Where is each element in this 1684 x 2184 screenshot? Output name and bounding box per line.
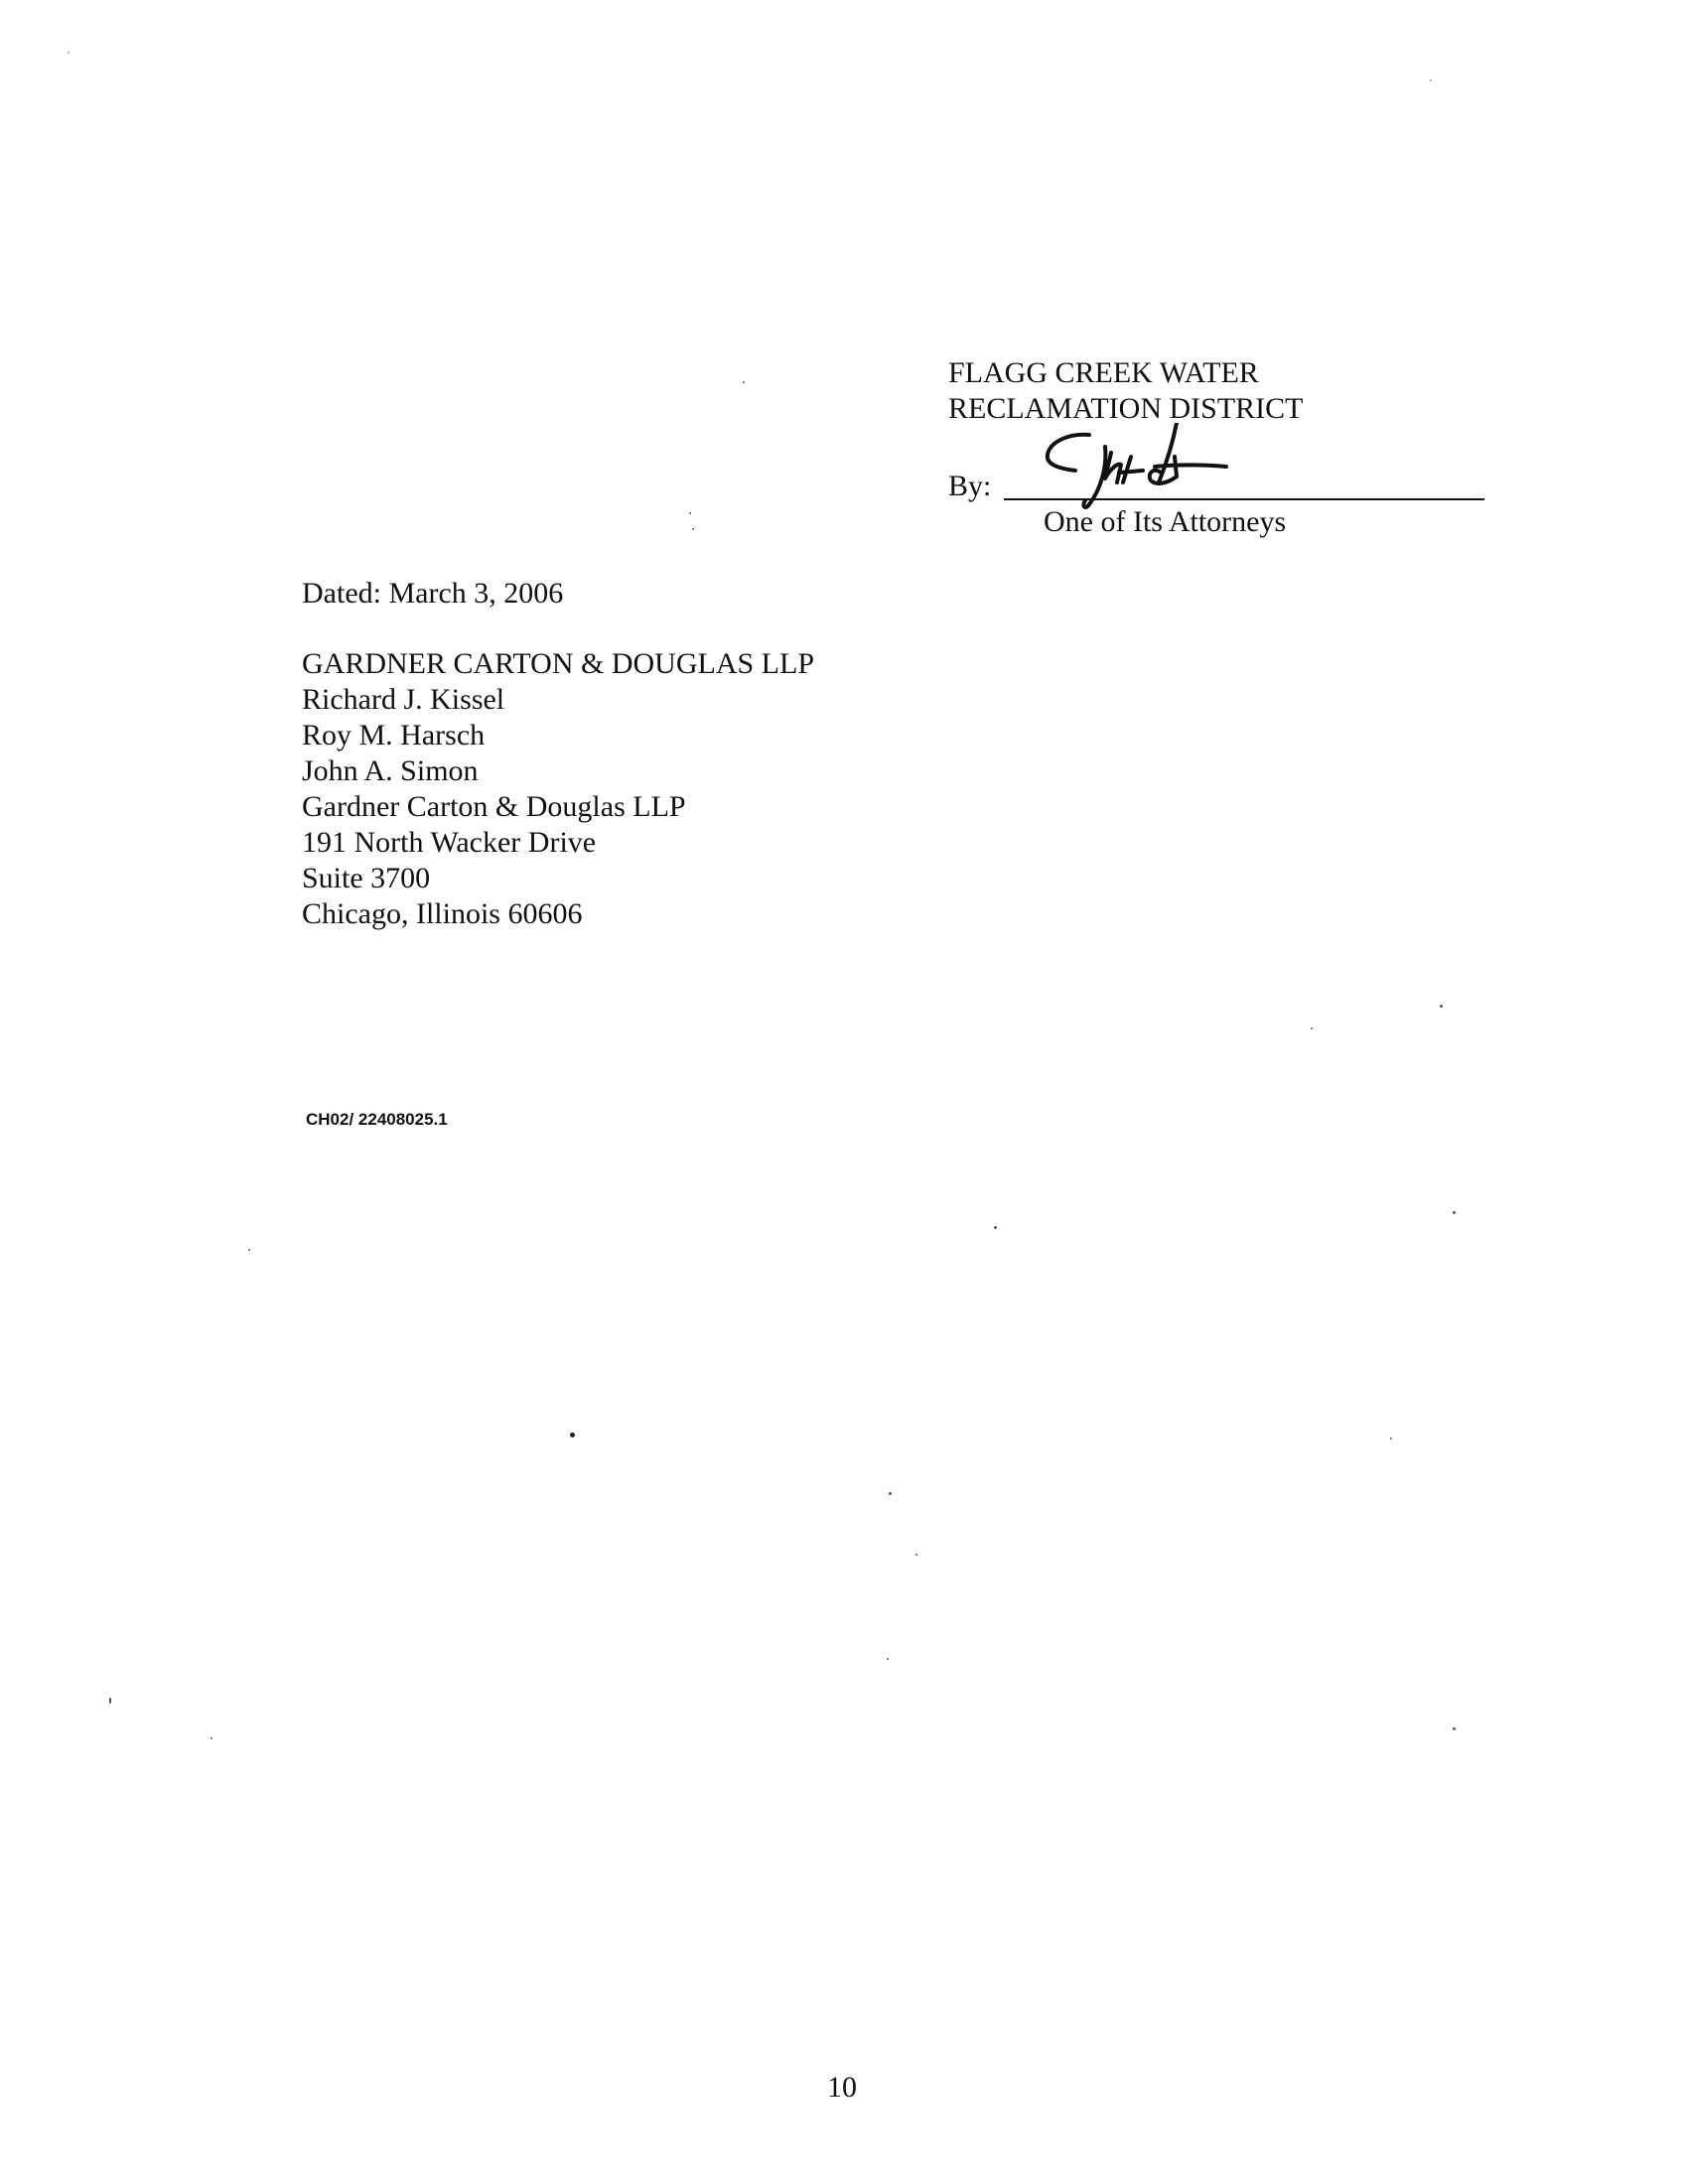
firm-name: GARDNER CARTON & DOUGLAS LLP xyxy=(302,647,815,680)
firm-name-line: Gardner Carton & Douglas LLP xyxy=(302,790,686,823)
suite-line: Suite 3700 xyxy=(302,862,431,894)
attorney-name: Roy M. Harsch xyxy=(302,719,486,751)
scan-speck xyxy=(109,1698,111,1704)
scan-speck xyxy=(994,1226,997,1229)
document-id: CH02/ 22408025.1 xyxy=(306,1110,448,1129)
city-state-zip: Chicago, Illinois 60606 xyxy=(302,897,583,930)
page-number: 10 xyxy=(827,2071,857,2104)
scan-speck xyxy=(210,1737,212,1739)
scan-speck xyxy=(915,1554,917,1556)
signatory-party xyxy=(948,355,1304,427)
scan-speck xyxy=(1311,1027,1313,1029)
scan-speck xyxy=(1453,1211,1456,1214)
scan-speck xyxy=(1440,1005,1443,1008)
scan-speck xyxy=(68,52,70,54)
scan-speck xyxy=(1390,1437,1392,1439)
by-label: By: xyxy=(948,470,992,502)
scan-speck xyxy=(248,1249,250,1251)
scan-speck xyxy=(1453,1727,1456,1730)
party-line: RECLAMATION DISTRICT xyxy=(948,392,1304,425)
law-firm-address-block xyxy=(302,646,814,932)
attorney-name: John A. Simon xyxy=(302,754,479,787)
attorney-name: Richard J. Kissel xyxy=(302,683,505,716)
scan-speck xyxy=(692,528,694,530)
party-line: FLAGG CREEK WATER xyxy=(948,356,1259,389)
signature-caption: One of Its Attorneys xyxy=(1044,505,1287,538)
dated-line: Dated: March 3, 2006 xyxy=(302,577,564,610)
scan-speck xyxy=(889,1492,892,1495)
street-address: 191 North Wacker Drive xyxy=(302,826,597,859)
scan-speck xyxy=(743,381,745,383)
scan-speck xyxy=(887,1658,889,1660)
scan-speck xyxy=(689,512,691,514)
signature-line-row xyxy=(948,467,1484,506)
scan-speck xyxy=(1430,79,1432,81)
scan-speck xyxy=(570,1433,575,1437)
